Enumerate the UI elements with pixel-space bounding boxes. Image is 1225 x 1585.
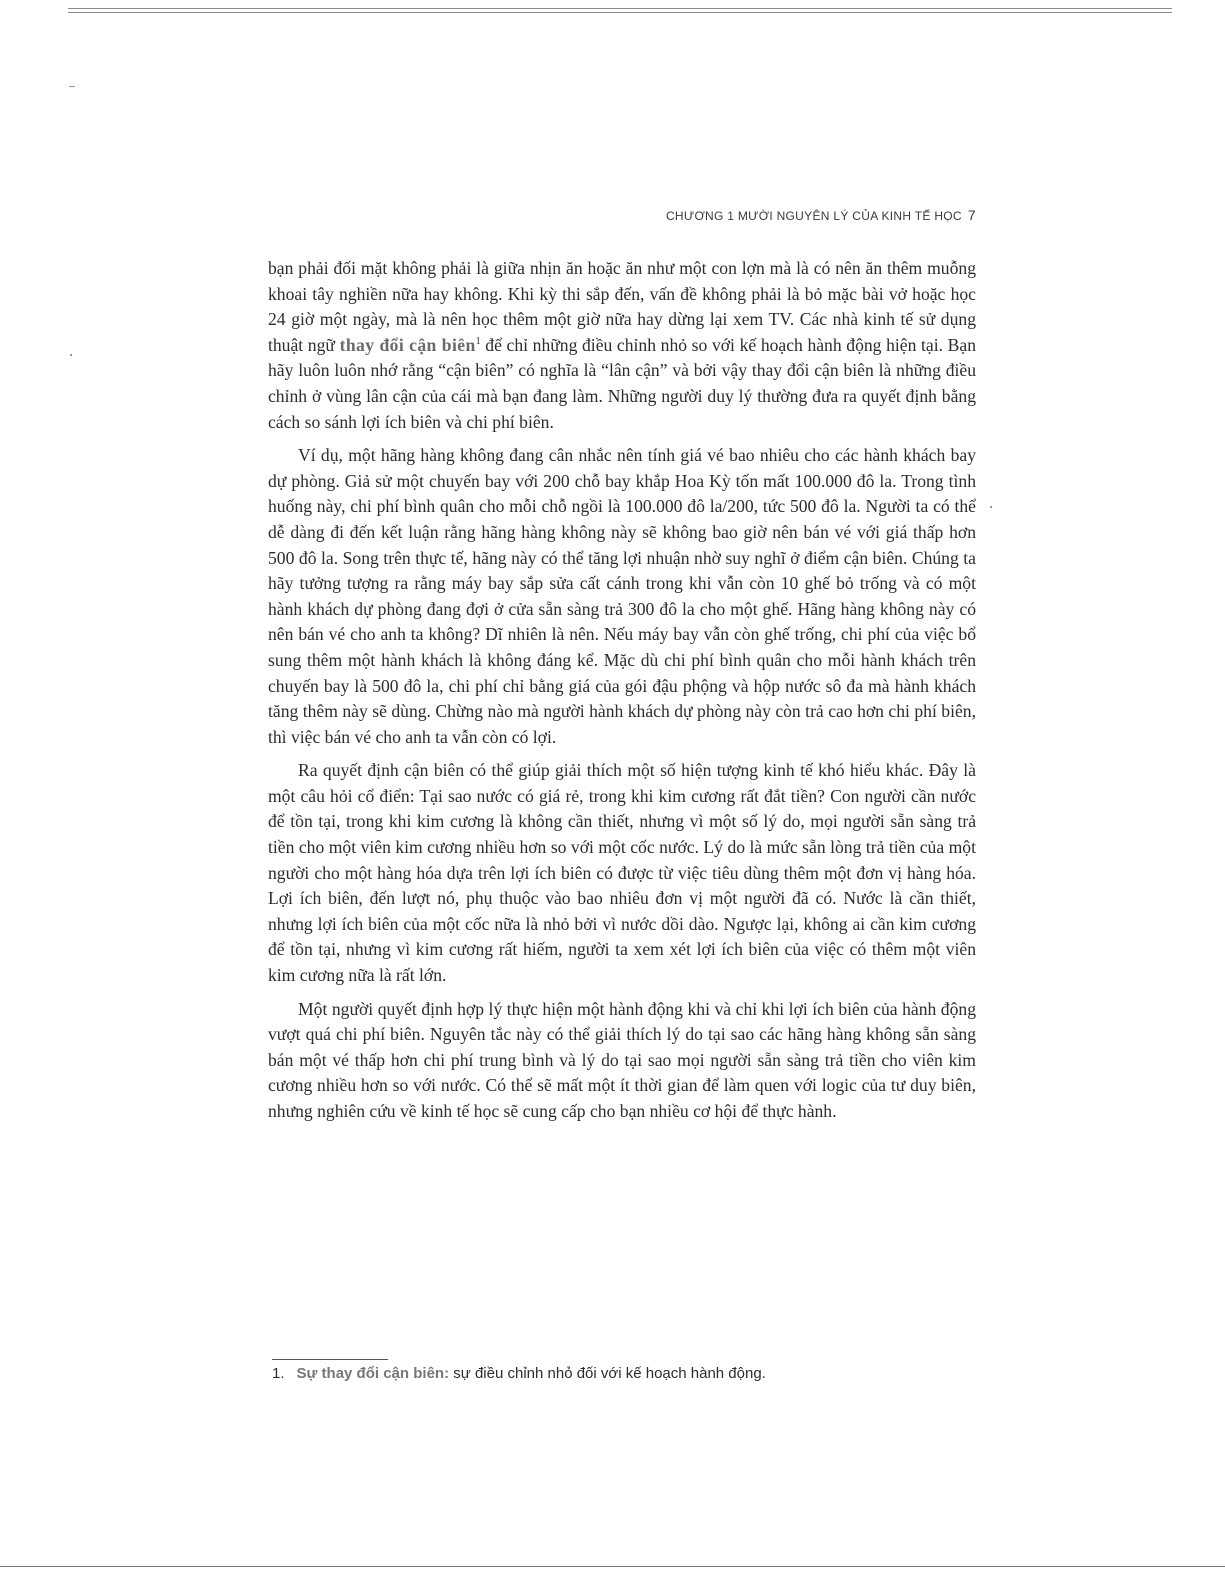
scan-speck	[990, 506, 992, 508]
footnote-term: Sự thay đổi cận biên:	[296, 1365, 450, 1382]
footnote-number: 1.	[272, 1365, 285, 1382]
paragraph-3: Ra quyết định cận biên có thể giúp giải thích một số hiện tượng kinh tế khó hiểu khác. Đây là một câu hỏi cổ điển: Tại sao nước có giá rẻ, trong khi kim cương rất đắt tiền? Con người cần nước để tồn tại, trong khi kim cương là không cần thiết, nhưng vì một số lý do, mọi người sẵn sàng trả tiền cho một viên kim cương nhiều hơn so với một cốc nước. Lý do là mức sẵn lòng trả tiền của một người cho một hàng hóa dựa trên lợi ích biên có được từ việc tiêu dùng thêm một đơn vị hàng hóa. Lợi ích biên, đến lượt nó, phụ thuộc vào bao nhiêu đơn vị một người đã có. Nước là cần thiết, nhưng lợi ích biên của một cốc nữa là nhỏ bởi vì nước dồi dào. Ngược lại, không ai cần kim cương để tồn tại, nhưng vì kim cương rất hiếm, người ta xem xét lợi ích biên của việc có thêm một viên kim cương nữa là rất lớn.	[268, 760, 976, 986]
footnote-divider	[272, 1359, 388, 1360]
page-number: 7	[967, 207, 976, 223]
scan-bottom-border	[0, 1566, 1225, 1567]
running-header	[560, 207, 976, 223]
key-term: thay đổi cận biên	[339, 334, 476, 355]
scan-top-border	[68, 8, 1172, 13]
paragraph-1-end: để chỉ những điều chỉnh nhỏ so với kế hoạch hành động hiện tại. Bạn hãy luôn luôn nhớ rằng “cận biên” có nghĩa là “lân cận” và bởi vậy thay đổi cận biên là những điều chỉnh ở vùng lân cận của cái mà bạn đang làm. Những người duy lý thường đưa ra quyết định bằng cách so sánh lợi ích biên và chi phí biên.	[268, 334, 976, 432]
footnote	[272, 1362, 972, 1386]
paragraph-4: Một người quyết định hợp lý thực hiện một hành động khi và chỉ khi lợi ích biên của hành động vượt quá chi phí biên. Nguyên tắc này có thể giải thích lý do tại sao các hãng hàng không sẵn sàng bán một vé thấp hơn chi phí trung bình và lý do tại sao mọi người sẵn sàng trả tiền cho viên kim cương nhiều hơn so với nước. Có thể sẽ mất một ít thời gian để làm quen với logic của tư duy biên, nhưng nghiên cứu về kinh tế học sẽ cung cấp cho bạn nhiều cơ hội để thực hành.	[268, 998, 976, 1121]
body-text	[268, 256, 976, 1133]
scan-speck	[69, 86, 75, 87]
footnote-reference: 1	[475, 335, 481, 347]
paragraph-1	[268, 256, 976, 435]
footnote-text: sự điều chỉnh nhỏ đối với kế hoạch hành động.	[449, 1365, 766, 1382]
chapter-title: CHƯƠNG 1 MƯỜI NGUYÊN LÝ CỦA KINH TẾ HỌC	[665, 209, 962, 223]
scan-speck	[70, 354, 72, 356]
paragraph-1-start: bạn phải đối mặt không phải là giữa nhịn ăn hoặc ăn như một con lợn mà là có nên ăn thêm muỗng khoai tây nghiền nữa hay không. Khi kỳ thi sắp đến, vấn đề không phải là bỏ mặc bài vở hoặc học 24 giờ một ngày, mà là nên học thêm một giờ nữa hay dừng lại xem TV. Các nhà kinh tế sử dụng thuật ngữ	[268, 258, 976, 355]
paragraph-2: Ví dụ, một hãng hàng không đang cân nhắc nên tính giá vé bao nhiêu cho các hành khách bay dự phòng. Giả sử một chuyến bay với 200 chỗ bay khắp Hoa Kỳ tốn mất 100.000 đô la. Trong tình huống này, chi phí bình quân cho mỗi chỗ ngồi là 100.000 đô la/200, tức 500 đô la. Người ta có thể dễ dàng đi đến kết luận rằng hãng hàng không này sẽ không bao giờ nên bán vé với giá thấp hơn 500 đô la. Song trên thực tế, hãng này có thể tăng lợi nhuận nhờ suy nghĩ ở điểm cận biên. Chúng ta hãy tưởng tượng ra rằng máy bay sắp sửa cất cánh trong khi vẫn còn 10 ghế bỏ trống và có một hành khách dự phòng đang đợi ở cửa sẵn sàng trả 300 đô la cho một ghế. Hãng hàng không này có nên bán vé cho anh ta không? Dĩ nhiên là nên. Nếu máy bay vẫn còn ghế trống, chi phí của việc bổ sung thêm một hành khách là không đáng kể. Mặc dù chi phí bình quân cho mỗi hành khách trên chuyến bay là 500 đô la, chi phí chỉ bằng giá của gói đậu phộng và hộp nước sô đa mà hành khách tăng thêm này sẽ dùng. Chừng nào mà người hành khách dự phòng này còn trả cao hơn chi phí biên, thì việc bán vé cho anh ta vẫn còn có lợi.	[268, 445, 976, 747]
